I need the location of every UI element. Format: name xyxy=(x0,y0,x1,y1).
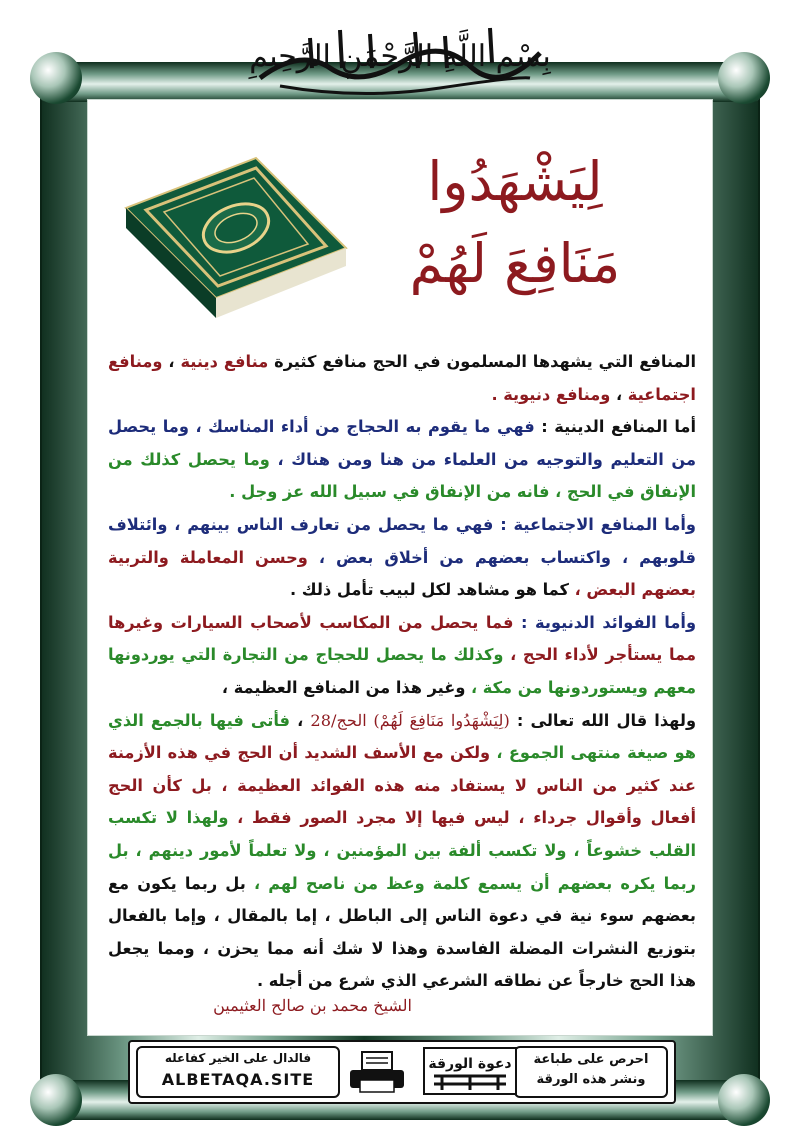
text-run: وأما المنافع الاجتماعية : xyxy=(493,514,696,534)
text-run: ومنافع دنيوية . xyxy=(491,384,611,404)
frame-corner-ornament xyxy=(718,52,770,104)
text-run: ولكن مع الأسف الشديد أن الحج في هذه الأزمنة عند كثير من الناس لا يستفاد منه هذه الفوائد العظيمة ، xyxy=(108,743,696,795)
footer-left-line-1: فالدال على الخير كفاعله xyxy=(164,1051,312,1065)
text-run: ومنافع اجتماعية xyxy=(108,352,696,404)
frame-corner-ornament xyxy=(30,1074,82,1126)
paragraph-conclusion xyxy=(108,705,696,998)
site-logo xyxy=(422,1046,518,1096)
footer-site-box xyxy=(136,1046,340,1098)
footer-right-line-1: احرص على طباعة xyxy=(533,1052,649,1067)
paragraph-religious-benefits xyxy=(108,411,696,509)
text-run: كما هو مشاهد لكل لبيب تأمل ذلك . xyxy=(290,580,569,600)
paragraph-worldly-benefits xyxy=(108,607,696,705)
text-run: فهي ما يقوم به الحجاج من أداء المناسك ، وما يحصل من التعليم والتوجيه من العلماء من هنا ومن هناك ، xyxy=(108,417,697,469)
text-run: فأتى فيها بالجمع الذي هو صيغة منتهى الجموع ، xyxy=(108,710,697,763)
text-run: وأما الفوائد الدنيوية : xyxy=(513,612,697,632)
text-run: ، xyxy=(290,710,311,730)
text-run: منافع دينية xyxy=(180,352,269,371)
text-run: فهي ما يحصل من تعارف الناس بينهم ، وائتلاف قلوبهم ، واكتساب بعضهم من أخلاق بعض ، xyxy=(108,514,696,567)
text-run: ، xyxy=(610,384,628,404)
text-run: ولهذا لا تكسب القلب خشوعاً ، ولا تكسب ألفة بين المؤمنين ، ولا تعلماً لأمور دينهم ، xyxy=(108,808,696,860)
text-run: وغير هذا من المنافع العظيمة ، xyxy=(221,677,466,697)
footer-print-reminder xyxy=(514,1046,668,1098)
quran-book-image xyxy=(106,148,354,340)
title-line-2: مَنَافِعَ لَهُمْ xyxy=(409,232,621,295)
basmala-calligraphy xyxy=(240,8,560,112)
site-url[interactable]: ALBETAQA.SITE xyxy=(161,1070,315,1089)
basmala-text: بِسْمِ اللَّهِ الرَّحْمَنِ الرَّحِيمِ xyxy=(249,39,551,74)
paragraph-intro xyxy=(108,346,696,411)
frame-corner-ornament xyxy=(718,1074,770,1126)
author-signature: الشيخ محمد بن صالح العثيمين xyxy=(213,996,412,1015)
logo-text: دعوة الورقة xyxy=(428,1056,512,1072)
text-run: وما يحصل كذلك من الإنفاق في الحج ، فانه من الإنفاق في سبيل الله عز وجل . xyxy=(108,449,696,502)
printer-icon xyxy=(344,1050,410,1094)
paragraph-social-benefits xyxy=(108,509,696,607)
article-body xyxy=(108,346,696,998)
text-run: وكذلك ما يحصل للحجاج من التجارة التي يوردونها معهم ويستوردونها من مكة ، xyxy=(108,645,696,697)
text-run: بل ربما يكره بعضهم أن يسمع كلمة وعظ من ناصح لهم ، xyxy=(108,840,696,893)
text-run: (لِيَشْهَدُوا مَنَافِعَ لَهُمْ) الحج/28 xyxy=(310,710,510,730)
frame-corner-ornament xyxy=(30,52,82,104)
text-run: فما يحصل من المكاسب لأصحاب السيارات وغيرها مما يستأجر لأداء الحج ، xyxy=(108,612,696,665)
text-run: المنافع التي يشهدها المسلمون في الحج منافع كثيرة xyxy=(268,352,697,371)
footer-banner xyxy=(128,1040,676,1104)
text-run: ولهذا قال الله تعالى : xyxy=(509,710,697,730)
footer-right-line-2: ونشر هذه الورقة xyxy=(536,1072,646,1087)
text-run: بل ربما يكون مع بعضهم سوء نية في دعوة الناس إلى الباطل ، إما بالمقال ، وإما بالفعال بتوزيع النشرات المضلة الفاسدة وهذا لا شك أنه مما يحزن ، ومما يجعل هذا الحج خارجاً عن نطاقه الشرعي الذي شرع من أجله . xyxy=(108,873,696,991)
text-run: وحسن المعاملة والتربية بعضهم البعض ، xyxy=(108,547,696,600)
text-run: ، xyxy=(162,352,181,371)
text-run: أما المنافع الدينية : xyxy=(534,417,696,437)
text-run: بل كأن الحج أفعال وأقوال جرداء ، ليس فيها إلا مجرد الصور فقط ، xyxy=(108,775,697,828)
title-line-1: لِيَشْهَدُوا xyxy=(427,150,603,213)
